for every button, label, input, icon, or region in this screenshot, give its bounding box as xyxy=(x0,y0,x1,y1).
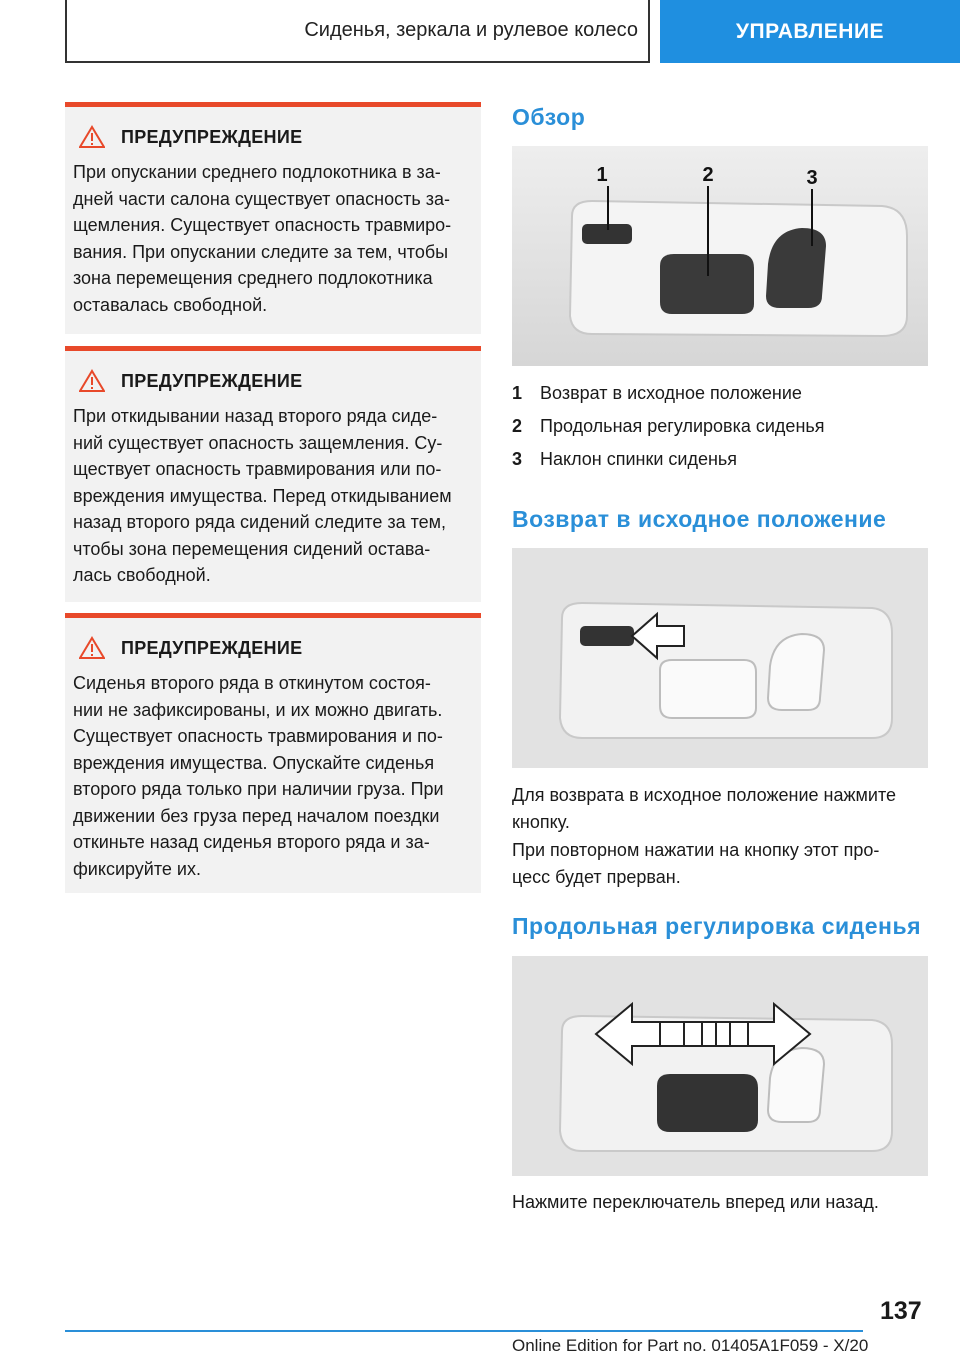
reset-button-photo xyxy=(512,548,928,768)
warning-triangle-icon xyxy=(79,369,105,393)
section-title: Сиденья, зеркала и рулевое колесо xyxy=(304,19,638,41)
callout-2: 2 xyxy=(702,164,714,186)
warning-triangle-icon xyxy=(79,125,105,149)
reset-note: При повторном нажатии на кнопку этот про- цесс будет прерван. xyxy=(512,840,880,887)
warning-box-3 xyxy=(65,613,481,893)
legend-item: 3 Наклон спинки сиденья xyxy=(512,449,738,469)
warning-triangle-icon xyxy=(79,636,105,660)
legend-item: 1 Возврат в исходное положение xyxy=(512,383,802,403)
warning-text: При откидывании назад второго ряда сиде- ний существует опасность защемления. Су- ществует опасность травмирования или по- вреждения имущества. Перед откидыванием назад второго ряда сидений следите за тем, чтобы зона перемещения сидений остава- лась свободной. xyxy=(73,406,452,585)
callout-1: 1 xyxy=(596,164,608,186)
warning-box-2 xyxy=(65,346,481,602)
seat-controls-overview-photo xyxy=(512,146,928,366)
warning-title: ПРЕДУПРЕЖДЕНИЕ xyxy=(121,126,303,147)
page-number: 137 xyxy=(880,1297,922,1325)
warning-text: Сиденья второго ряда в откинутом состоя- нии не зафиксированы, и их можно двигать. Существует опасность травмирования и по- вреждения имущества. Опускайте сиденья второго ряда только при наличии груза. При движении без груза перед началом поездки откиньте назад сиденья второго ряда и за- фиксируйте их. xyxy=(73,673,444,879)
warning-title: ПРЕДУПРЕЖДЕНИЕ xyxy=(121,370,303,391)
warning-text: При опускании среднего подлокотника в за- дней части салона существует опасность за- щемления. Существует опасность травмиро- вания. При опускании следите за тем, чтобы зона перемещения среднего подлокотника оставалась свободной. xyxy=(73,162,452,315)
footer-divider xyxy=(65,1330,863,1332)
longitudinal-heading: Продольная регулировка сиденья xyxy=(512,913,922,939)
reset-heading: Возврат в исходное положение xyxy=(512,506,887,532)
legend-item: 2 Продольная регулировка сиденья xyxy=(512,416,825,436)
running-header-section xyxy=(65,0,650,63)
warning-box-1 xyxy=(65,102,481,334)
longitudinal-instruction: Нажмите переключатель вперед или назад. xyxy=(512,1192,879,1212)
warning-title: ПРЕДУПРЕЖДЕНИЕ xyxy=(121,637,303,658)
overview-legend xyxy=(512,377,932,476)
footer-edition: Online Edition for Part no. 01405A1F059 - X/20 xyxy=(512,1336,869,1355)
chapter-tab xyxy=(660,0,960,63)
callout-3: 3 xyxy=(806,167,818,189)
overview-heading: Обзор xyxy=(512,104,586,130)
chapter-title: УПРАВЛЕНИЕ xyxy=(735,19,885,43)
longitudinal-adjust-photo xyxy=(512,956,928,1176)
reset-instruction: Для возврата в исходное положение нажмите кнопку. xyxy=(512,785,897,832)
